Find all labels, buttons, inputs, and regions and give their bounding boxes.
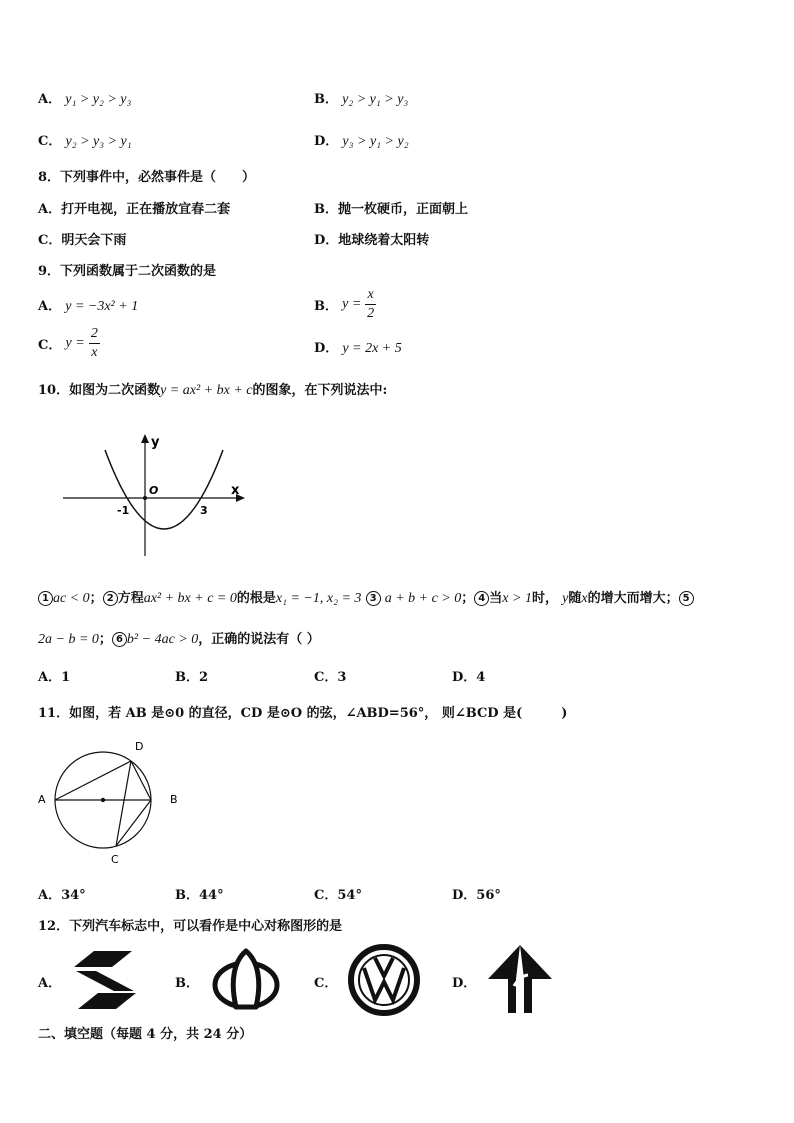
q9-option-c-lhs: y = [65, 335, 85, 351]
q8-option-d: D．地球绕着太阳转 [314, 233, 430, 248]
q10-statement-5-marker: 5 [679, 591, 694, 606]
q10-root-right-label: 3 [200, 504, 208, 517]
q10-statement-1-marker: 1 [38, 591, 53, 606]
q9-option-b-label: B． [314, 299, 338, 314]
q10-statement-5-expr: 2a − b = 0 [38, 632, 99, 647]
q10-statement-3-marker: 3 [366, 591, 381, 606]
q10-statement-4-expr: x > 1 [502, 591, 532, 606]
q9-option-a-expr: y = −3x² + 1 [65, 299, 139, 314]
q11-option-d: D．56° [452, 888, 501, 903]
q9-option-a-label: A． [38, 299, 62, 314]
q10-y-axis-arrow [141, 434, 149, 443]
q10-x-label: x [231, 483, 240, 498]
q11-chord-cd [116, 761, 131, 846]
q8-option-c: C．明天会下雨 [38, 233, 127, 248]
q11-label-c: C [111, 853, 119, 866]
q10-origin-label: O [149, 484, 159, 497]
q10-statements-line-1 [38, 587, 694, 607]
q11-option-a: A．34° [38, 888, 86, 903]
q10-separator-1: ； [89, 591, 103, 606]
q10-origin-dot [143, 496, 147, 500]
q11-option-b: B．44° [175, 888, 224, 903]
q12-stem: 12．下列汽车标志中，可以看作是中心对称图形的是 [38, 919, 343, 934]
q7-option-c [38, 130, 132, 150]
q7-option-d-label: D． [314, 134, 339, 149]
road-logo-icon [484, 942, 556, 1016]
q9-option-d [314, 337, 402, 357]
q10-statement-2-text-b: 的根是 [236, 591, 276, 606]
q9-option-d-label: D． [314, 341, 339, 356]
q12-option-c-label: C． [314, 976, 338, 991]
q10-statement-4-text-a: 当 [489, 591, 503, 606]
q12-option-d-label: D． [452, 976, 477, 991]
q7-option-a-label: A． [38, 92, 62, 107]
q10-statement-4-text-b: 时， [531, 591, 558, 606]
q7-option-c-expr: y₂ > y₃ > y₁ [65, 134, 132, 149]
q10-stem-expr: y = ax² + bx + c [160, 383, 253, 398]
q10-statement-1-expr: ac < 0 [53, 591, 90, 606]
q9-option-a [38, 295, 138, 315]
q10-option-b: B．2 [175, 670, 209, 685]
section-2-heading: 二、填空题（每题 4 分，共 24 分） [38, 1027, 253, 1042]
q9-option-c-fraction [89, 327, 100, 360]
q10-statement-2-text-a: 方程 [117, 591, 144, 606]
q9-stem: 9．下列函数属于二次函数的是 [38, 264, 217, 279]
q8-option-b: B．抛一枚硬币，正面朝上 [314, 202, 468, 217]
q11-label-d: D [135, 740, 144, 753]
q10-statement-2-expr: ax² + bx + c = 0 [143, 591, 237, 606]
q10-statement-2-roots: x₁ = −1, x₂ = 3 [275, 591, 362, 606]
q10-separator-3: ； [461, 591, 475, 606]
q10-stem-post: 的图象，在下列说法中: [252, 383, 388, 398]
q10-statement-6-expr: b² − 4ac > 0 [126, 632, 199, 647]
q9-option-d-expr: y = 2x + 5 [342, 341, 402, 356]
q8-option-a: A．打开电视，正在播放宜春二套 [38, 202, 231, 217]
volkswagen-logo-icon [348, 944, 420, 1016]
q10-statements-line-2 [38, 628, 320, 648]
q11-segment-ad [55, 761, 131, 800]
q12-option-a-label: A． [38, 976, 62, 991]
q11-circle-figure [34, 735, 184, 870]
q10-option-a: A．1 [38, 670, 71, 685]
q7-option-c-label: C． [38, 134, 62, 149]
q10-root-left-label: -1 [117, 504, 130, 517]
q10-stem-pre: 10．如图为二次函数 [38, 383, 161, 398]
q12-option-b-label: B． [175, 976, 199, 991]
q9-option-b-numerator: x [365, 288, 375, 305]
q10-statement-2-marker: 2 [103, 591, 118, 606]
q11-label-b: B [170, 793, 178, 806]
q10-separator-5: ； [98, 632, 112, 647]
q10-parabola-graph [55, 428, 255, 563]
q9-option-b-lhs: y = [342, 296, 362, 312]
q11-center-dot [101, 798, 105, 802]
q9-option-c-denominator: x [91, 345, 98, 360]
q10-y-label: y [151, 435, 160, 450]
q9-option-b [314, 288, 376, 321]
q10-statement-4-x: x [581, 591, 588, 606]
changan-logo-icon [210, 947, 282, 1013]
q7-option-b-expr: y₂ > y₁ > y₃ [342, 92, 409, 107]
q7-option-b-label: B． [314, 92, 338, 107]
q11-label-a: A [38, 793, 46, 806]
q10-parabola-curve [105, 450, 223, 529]
q10-option-c: C．3 [314, 670, 347, 685]
q11-option-c: C．54° [314, 888, 362, 903]
q9-option-c [38, 327, 100, 360]
q9-option-c-label: C． [38, 338, 62, 353]
q7-option-a [38, 88, 131, 108]
q9-option-c-numerator: 2 [89, 327, 100, 344]
q10-statement-4-text-c: 随 [568, 591, 582, 606]
q10-statement-4-y: y [562, 591, 569, 606]
q9-option-b-denominator: 2 [367, 306, 375, 321]
q10-statement-6-marker: 6 [112, 632, 127, 647]
q9-option-b-fraction [365, 288, 375, 321]
q10-statement-4-text-d: 的增大而增大； [587, 591, 679, 606]
q8-stem: 8．下列事件中，必然事件是（ ） [38, 170, 256, 185]
q10-option-d: D．4 [452, 670, 486, 685]
q11-segment-bd [131, 761, 151, 800]
q7-option-d-expr: y₃ > y₁ > y₂ [342, 134, 409, 149]
q10-stem [38, 379, 387, 399]
suzuki-logo-icon [70, 947, 140, 1013]
q7-option-b [314, 88, 408, 108]
q10-statement-4-marker: 4 [474, 591, 489, 606]
q10-statement-6-text: ，正确的说法有（ ） [198, 632, 320, 647]
q11-stem: 11．如图，若 AB 是⊙0 的直径，CD 是⊙O 的弦，∠ABD=56°， 则∠BCD 是( ) [38, 706, 568, 721]
q7-option-a-expr: y₁ > y₂ > y₃ [65, 92, 132, 107]
q10-statement-3-expr: a + b + c > 0 [384, 591, 462, 606]
q7-option-d [314, 130, 409, 150]
